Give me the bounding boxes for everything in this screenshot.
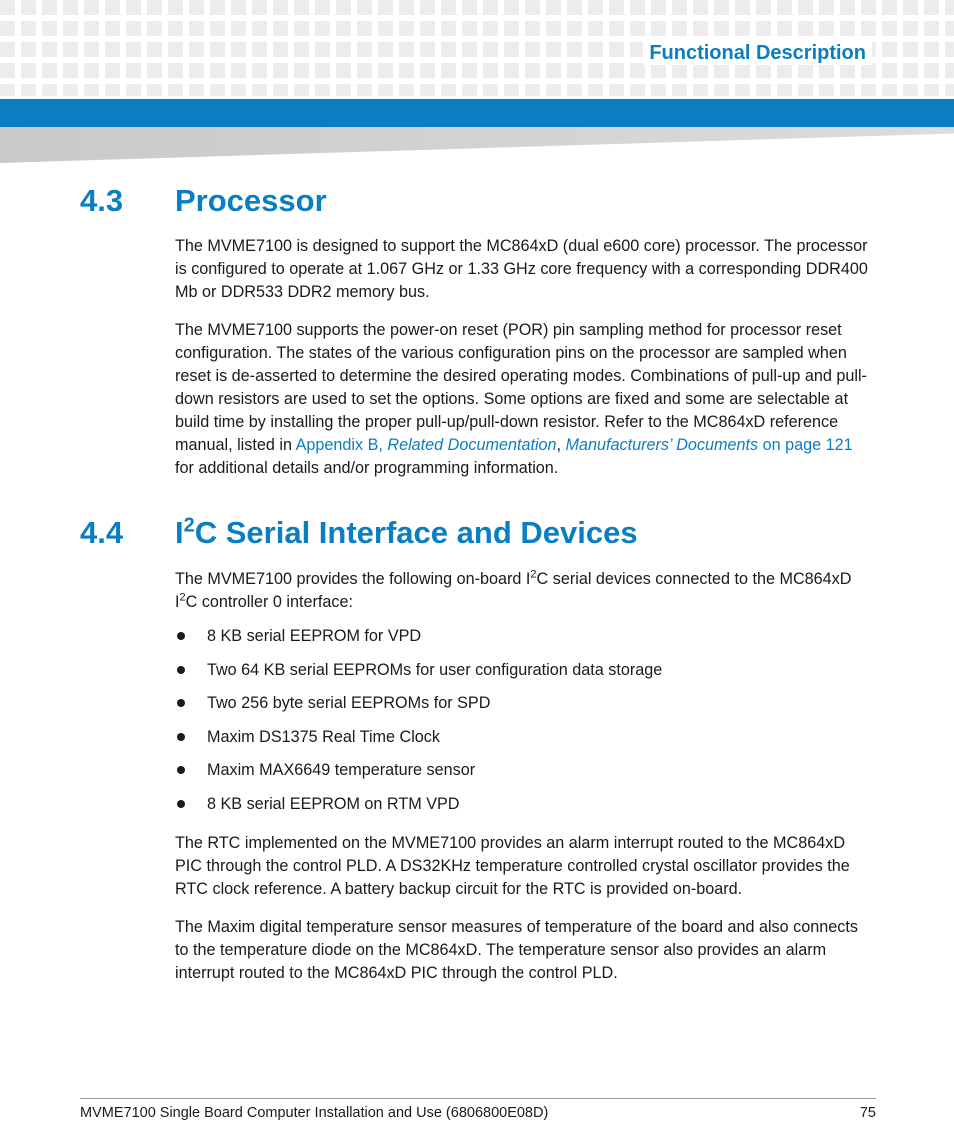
list-item-text: Two 256 byte serial EEPROMs for SPD [207, 694, 491, 712]
list-item-text: Maxim MAX6649 temperature sensor [207, 761, 476, 779]
temperature-sensor-paragraph: The Maxim digital temperature sensor measures of temperature of the board and also connects to the temperature diode on the MC864xD. The temperature sensor also provides an alarm interrupt routed to the MC864xD PIC through the control PLD. [175, 918, 858, 982]
text-run: C serial devices connected to the MC864xD I [175, 570, 852, 611]
section-title-part: I [175, 515, 184, 550]
list-item [175, 659, 662, 693]
list-item [175, 759, 662, 793]
text-run: for additional details and/or programming information. [175, 459, 559, 477]
list-item-text: 8 KB serial EEPROM on RTM VPD [207, 794, 460, 813]
section-title-part: C Serial Interface and Devices [194, 515, 638, 550]
processor-paragraph-1: The MVME7100 is designed to support the MC864xD (dual e600 core) processor. The processor is configured to operate at 1.067 GHz or 1.33 GHz core frequency with a corresponding DDR400 Mb or DDR533 DDR2 memory bus. [175, 237, 868, 301]
text-run: The MVME7100 provides the following on-board I [175, 570, 531, 588]
running-header-section: Functional Description [643, 42, 872, 65]
list-item [175, 726, 662, 760]
text-run: C controller 0 interface: [185, 593, 353, 611]
bullet-dot-icon [177, 733, 185, 741]
rtc-paragraph: The RTC implemented on the MVME7100 provides an alarm interrupt routed to the MC864xD PIC through the control PLD. A DS32KHz temperature controlled crystal oscillator provides the RTC clock reference. A battery backup circuit for the RTC is provided on-board. [175, 834, 850, 898]
superscript: 2 [179, 591, 186, 604]
header-blue-bar [0, 99, 954, 127]
list-item-text: 8 KB serial EEPROM for VPD [207, 627, 422, 645]
bullet-dot-icon [177, 766, 185, 774]
header-gray-swoosh [0, 127, 954, 163]
page-121-link[interactable]: on page 121 [758, 436, 853, 454]
text-run: The MVME7100 supports the power-on reset (POR) pin sampling method for processor reset configuration. The states of the various configuration pins on the processor are sampled when reset is de-asserted to determine the desired operating modes. Combinations of pull-up and pull-down resistors are used to set the options. Some options are fixed and some are selectable at build time by installing the proper pull-up/pull-down resistor. Refer to the MC864xD reference manual, listed in [175, 321, 867, 454]
i2c-device-list [175, 625, 662, 826]
section-number: 4.4 [80, 515, 124, 550]
list-item-text: Two 64 KB serial EEPROMs for user configuration data storage [207, 660, 663, 679]
superscript: 2 [183, 514, 195, 537]
appendix-b-link[interactable]: Appendix B, [295, 436, 388, 454]
section-4-4-heading [80, 515, 638, 551]
list-item [175, 692, 662, 726]
section-title: Processor [175, 183, 327, 218]
text-separator: , [556, 436, 566, 454]
list-item-text: Maxim DS1375 Real Time Clock [207, 727, 440, 746]
i2c-intro-paragraph [175, 568, 875, 614]
bullet-dot-icon [177, 800, 185, 808]
bullet-dot-icon [177, 632, 185, 640]
superscript: 2 [530, 568, 537, 581]
bullet-dot-icon [177, 666, 185, 674]
section-4-3-heading [80, 183, 327, 219]
bullet-dot-icon [177, 699, 185, 707]
related-documentation-link[interactable]: Related Documentation [387, 436, 557, 454]
list-item [175, 625, 662, 659]
processor-paragraph-2 [175, 319, 875, 480]
list-item [175, 793, 662, 827]
section-number: 4.3 [80, 183, 124, 218]
footer-document-title: MVME7100 Single Board Computer Installation and Use (6806800E08D) [80, 1105, 549, 1121]
footer-page-number: 75 [859, 1105, 876, 1121]
manufacturers-documents-link[interactable]: Manufacturers’ Documents [565, 436, 759, 454]
page-footer [80, 1098, 876, 1121]
